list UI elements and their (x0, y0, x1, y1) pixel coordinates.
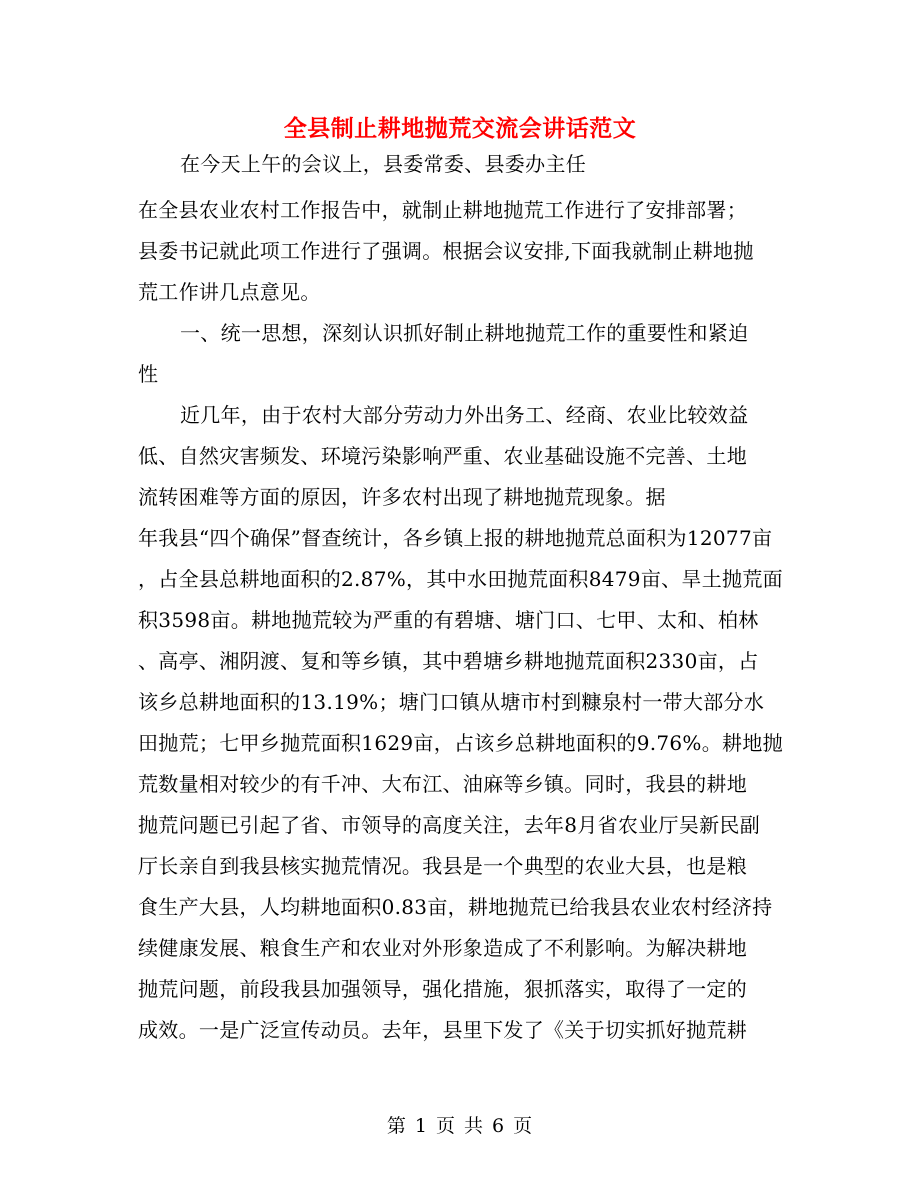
paragraph-line: 流转困难等方面的原因，许多农村出现了耕地抛荒现象。据 (138, 485, 666, 509)
current-page-number: 1 (414, 1115, 428, 1137)
paragraph-line: 田抛荒；七甲乡抛荒面积1629亩，占该乡总耕地面积的9.76%。耕地抛 (138, 731, 783, 755)
section-heading-line: 性 (138, 362, 159, 386)
paragraph-line: 厅长亲自到我县核实抛荒情况。我县是一个典型的农业大县，也是粮 (138, 854, 747, 878)
paragraph-line: 县委书记就此项工作进行了强调。根据会议安排,下面我就制止耕地抛 (138, 239, 754, 263)
paragraph-line: 抛荒问题已引起了省、市领导的高度关注，去年8月省农业厅吴新民副 (138, 813, 761, 837)
section-heading-line: 一、统一思想，深刻认识抓好制止耕地抛荒工作的重要性和紧迫 (180, 321, 749, 345)
paragraph-line: ，占全县总耕地面积的2.87%，其中水田抛荒面积8479亩、旱土抛荒面 (138, 567, 783, 591)
paragraph-line: 近几年，由于农村大部分劳动力外出务工、经商、农业比较效益 (180, 403, 749, 427)
paragraph-line: 抛荒问题，前段我县加强领导，强化措施，狠抓落实，取得了一定的 (138, 977, 747, 1001)
paragraph-line: 积3598亩。耕地抛荒较为严重的有碧塘、塘门口、七甲、太和、柏林 (138, 608, 759, 632)
page-label-prefix: 第 (386, 1115, 407, 1137)
document-title: 全县制止耕地抛荒交流会讲话范文 (283, 115, 637, 142)
paragraph-line: 在今天上午的会议上，县委常委、县委办主任 (180, 152, 586, 176)
paragraph-line: 低、自然灾害频发、环境污染影响严重、农业基础设施不完善、土地 (138, 444, 747, 468)
paragraph-line: 荒工作讲几点意见。 (138, 280, 321, 304)
paragraph-line: 食生产大县，人均耕地面积0.83亩，耕地抛荒已给我县农业农村经济持 (138, 895, 773, 919)
paragraph-line: 年我县“四个确保”督查统计，各乡镇上报的耕地抛荒总面积为12077亩 (138, 526, 773, 550)
total-label: 共 (464, 1115, 485, 1137)
page-label-mid: 页 (435, 1115, 456, 1137)
paragraph-line: 在全县农业农村工作报告中，就制止耕地抛荒工作进行了安排部署； (138, 198, 747, 222)
paragraph-line: 荒数量相对较少的有千冲、大布江、油麻等乡镇。同时，我县的耕地 (138, 772, 747, 796)
paragraph-line: 成效。一是广泛宣传动员。去年，县里下发了《关于切实抓好抛荒耕 (138, 1018, 747, 1042)
paragraph-line: 该乡总耕地面积的13.19%；塘门口镇从塘市村到糠泉村一带大部分水 (138, 690, 765, 714)
page-footer (0, 1111, 920, 1138)
total-page-number: 6 (492, 1115, 506, 1137)
paragraph-line: 续健康发展、粮食生产和农业对外形象造成了不利影响。为解决耕地 (138, 936, 747, 960)
page-label-suffix: 页 (513, 1115, 534, 1137)
paragraph-line: 、高亭、湘阴渡、复和等乡镇，其中碧塘乡耕地抛荒面积2330亩，占 (138, 649, 759, 673)
